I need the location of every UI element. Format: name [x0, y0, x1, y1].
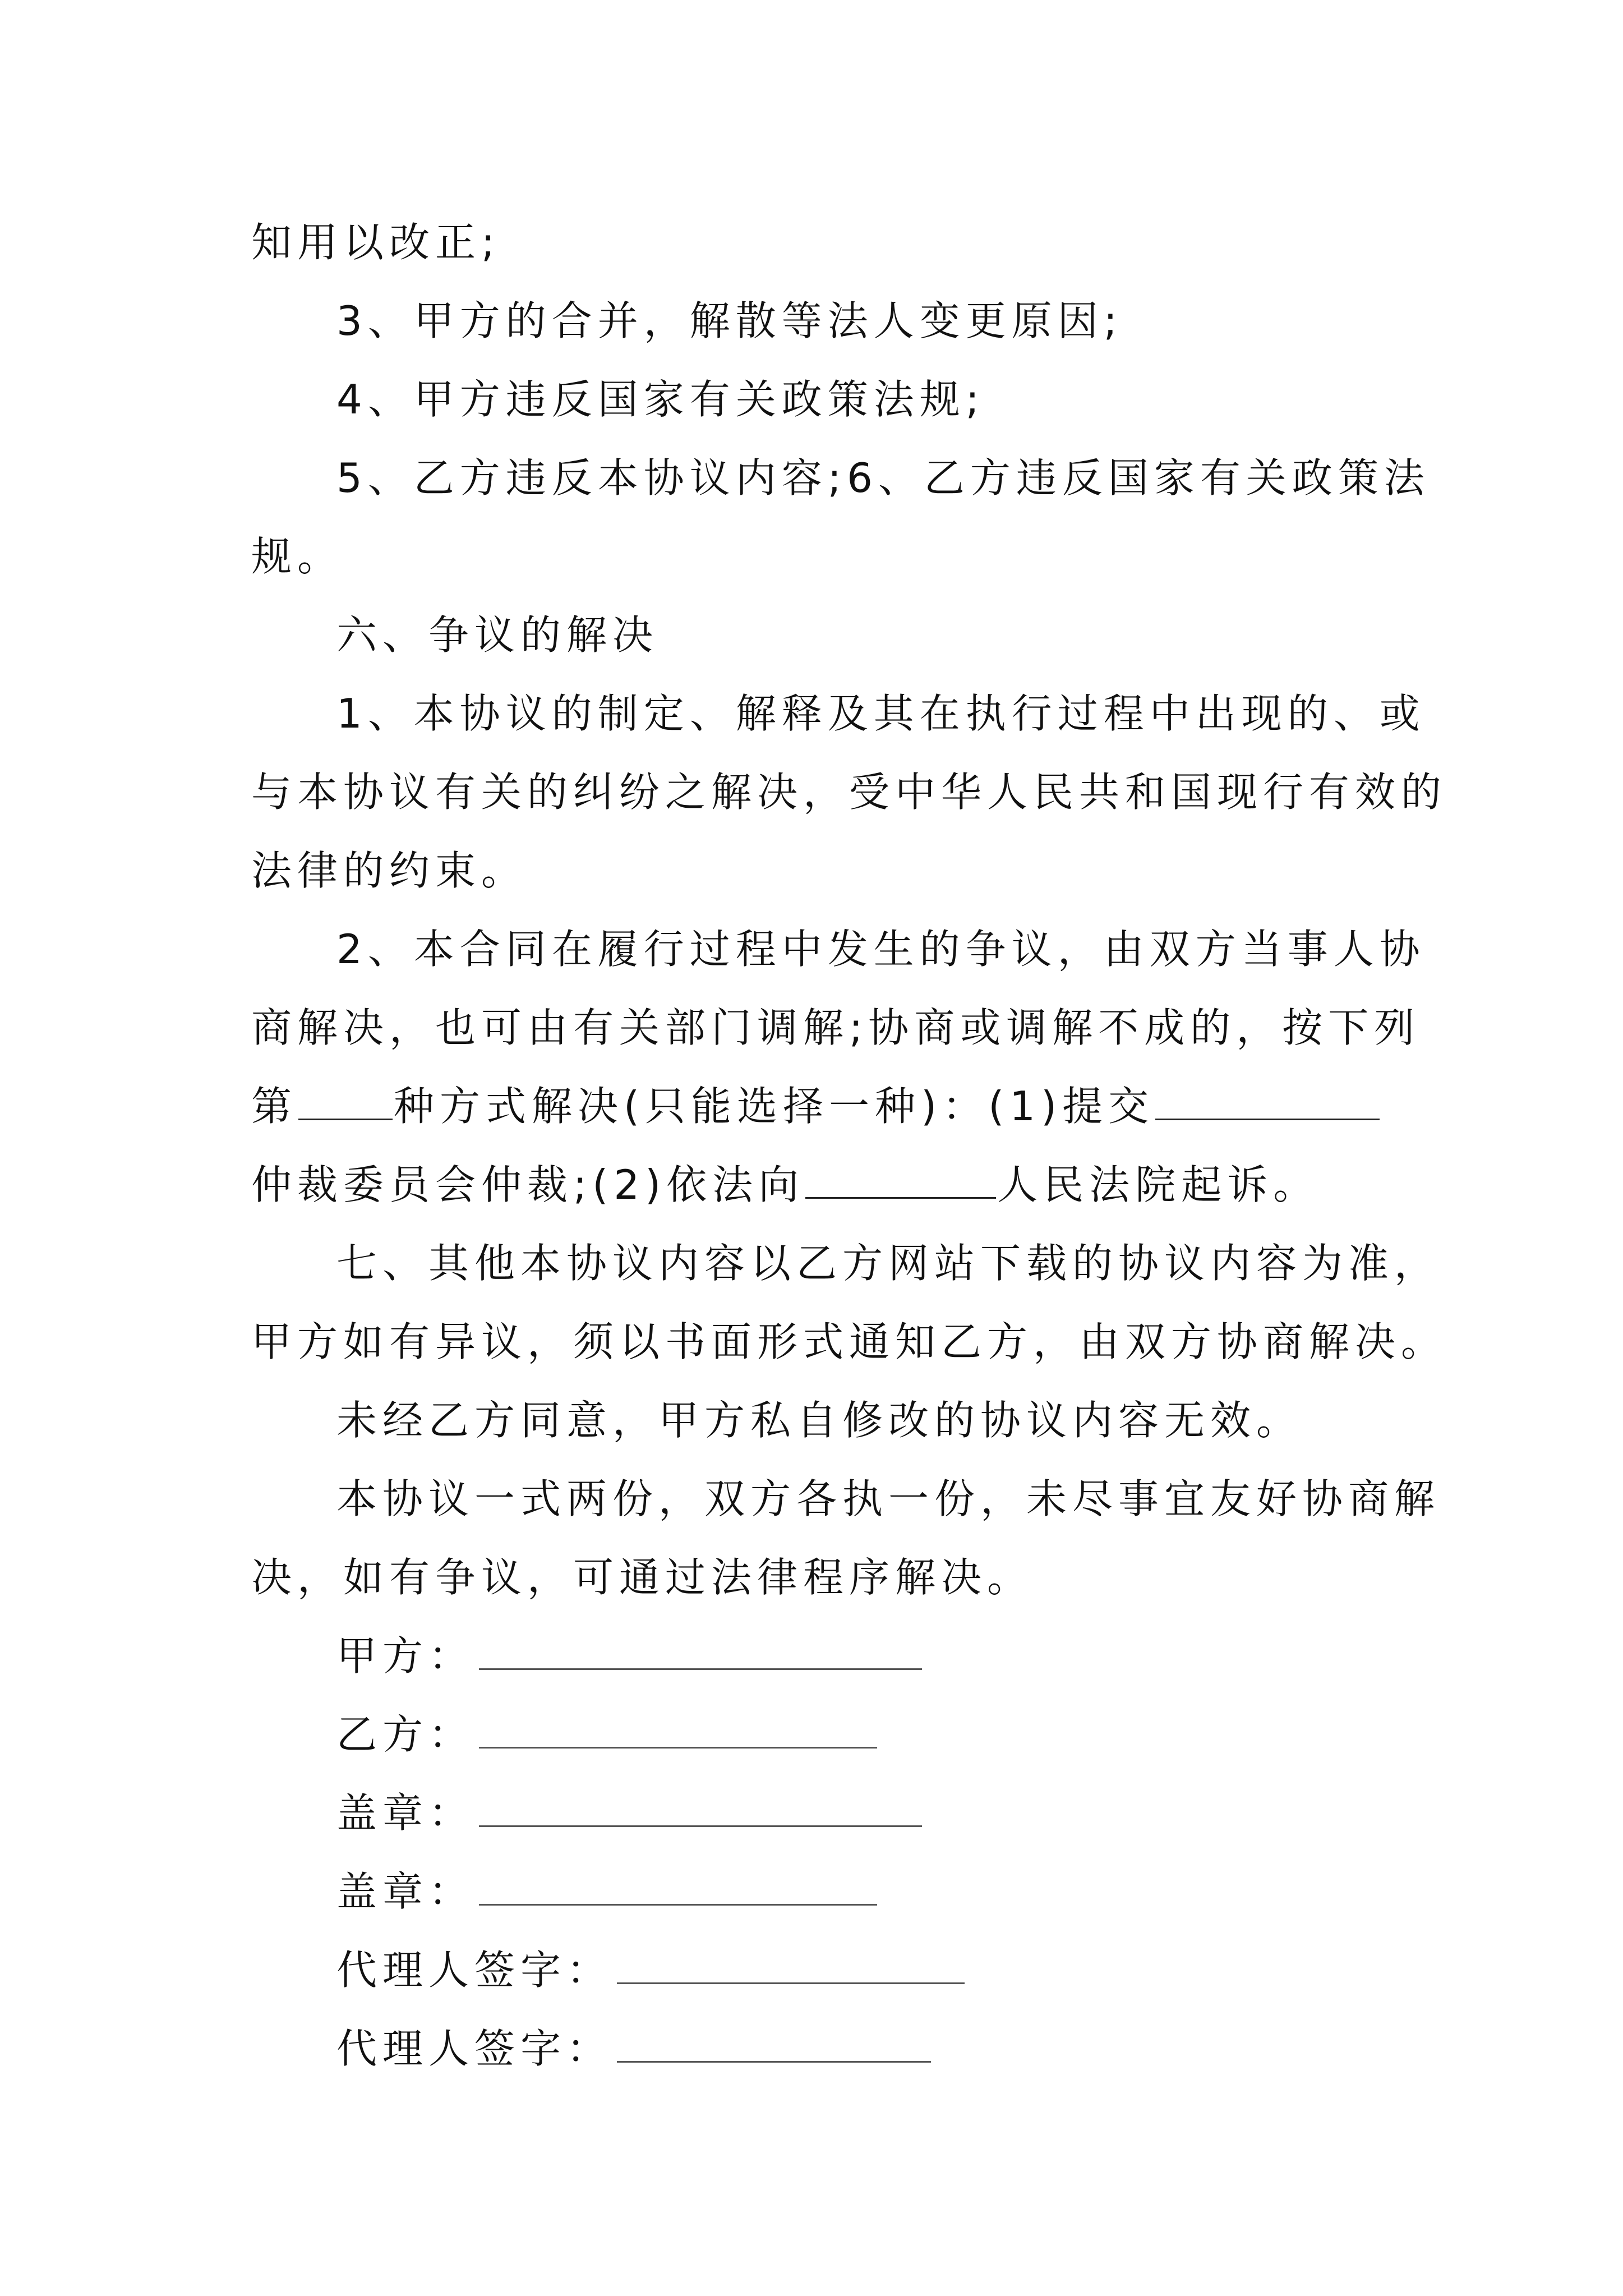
text-fragment: 仲裁委员会仲裁;(2)依法向 [251, 1161, 805, 1208]
clause-5-6: 5、乙方违反本协议内容;6、乙方违反国家有关政策法 [336, 454, 1430, 501]
section-heading-dispute: 六、争议的解决 [336, 611, 659, 659]
seal-party-a [336, 1774, 1475, 1852]
agent-signature-a [336, 1931, 1475, 2009]
signature-field[interactable] [617, 2023, 931, 2063]
signature-field[interactable] [479, 1630, 922, 1670]
dispute-clause-1: 1、本协议的制定、解释及其在执行过程中出现的、或 [336, 690, 1426, 737]
paragraph-line: 法律的约束。 [251, 847, 528, 894]
text-fragment: 人民法院起诉。 [997, 1161, 1320, 1208]
text-fragment: 第 [251, 1083, 298, 1130]
clause-3: 3、甲方的合并，解散等法人变更原因; [336, 297, 1123, 344]
signature-label: 盖章： [336, 1868, 475, 1915]
dispute-court-line [251, 1145, 1390, 1224]
signature-label: 乙方： [336, 1711, 475, 1758]
dispute-method-line [251, 1067, 1390, 1145]
signature-label: 代理人签字： [336, 2025, 613, 2072]
seal-party-b [336, 1852, 1475, 1931]
court-name-blank[interactable] [805, 1158, 996, 1199]
paragraph-line: 规。 [251, 533, 344, 580]
signature-label: 盖章： [336, 1789, 475, 1837]
signature-field[interactable] [617, 1944, 965, 1984]
paragraph-line: 知用以改正; [251, 219, 501, 266]
paragraph-line: 决，如有争议，可通过法律程序解决。 [251, 1554, 1034, 1601]
signature-party-a [336, 1617, 1475, 1695]
dispute-clause-2: 2、本合同在履行过程中发生的争议，由双方当事人协 [336, 926, 1426, 973]
paragraph-line: 本协议一式两份，双方各执一份，未尽事宜友好协商解 [336, 1475, 1441, 1522]
clause-4: 4、甲方违反国家有关政策法规; [336, 376, 985, 423]
signature-field[interactable] [479, 1787, 922, 1827]
paragraph-line: 商解决，也可由有关部门调解;协商或调解不成的，按下列 [251, 1004, 1421, 1051]
signature-field[interactable] [479, 1709, 877, 1749]
arbitration-committee-blank[interactable] [1155, 1079, 1380, 1120]
paragraph-line: 甲方如有异议，须以书面形式通知乙方，由双方协商解决。 [251, 1318, 1447, 1365]
paragraph-line: 未经乙方同意，甲方私自修改的协议内容无效。 [336, 1397, 1303, 1444]
paragraph-line: 与本协议有关的纠纷之解决，受中华人民共和国现行有效的 [251, 769, 1447, 816]
signature-label: 甲方： [336, 1632, 475, 1680]
section-seven: 七、其他本协议内容以乙方网站下载的协议内容为准， [336, 1240, 1441, 1287]
method-number-blank[interactable] [298, 1079, 393, 1120]
text-fragment: 种方式解决(只能选择一种)：(1)提交 [394, 1083, 1155, 1130]
agent-signature-b [336, 2009, 1475, 2088]
signature-party-b [336, 1695, 1475, 1774]
signature-field[interactable] [479, 1866, 877, 1906]
signature-label: 代理人签字： [336, 1947, 613, 1994]
